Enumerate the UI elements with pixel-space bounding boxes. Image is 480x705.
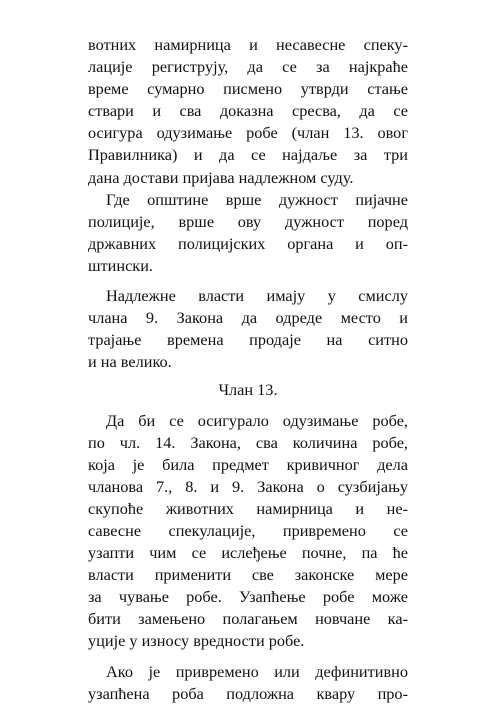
paragraph-gap (88, 653, 408, 661)
paragraph-continuation (88, 34, 408, 189)
text-line: Правилника) и да се најдаље за три (88, 145, 408, 165)
article-heading: Члан 13. (218, 380, 278, 400)
text-line: државних полицијских органа и оп- (88, 233, 408, 253)
text-line: савесне спекулације, привремено се (88, 520, 408, 540)
text-line: ствари и сва доказна сресва, да се (88, 101, 408, 121)
paragraph-authorities (88, 285, 408, 373)
text-line: власти применити све законске мере (88, 565, 408, 585)
text-line: по чл. 14. Закона, сва количина робе, (88, 432, 408, 452)
text-line: чланова 7., 8. и 9. Закона о сузбијању (88, 476, 408, 496)
text-line: Да би се осигурало одузимање робе, (106, 410, 408, 430)
text-line: дана достави пријава надлежном суду. (88, 167, 354, 187)
text-line: Где општине врше дужност пијачне (106, 189, 408, 209)
text-line: Надлежне власти имају у смислу (106, 286, 408, 306)
text-line: вотних намирница и несавесне спеку- (88, 35, 408, 54)
paragraph-market-police (88, 189, 408, 277)
text-line: и на велико. (88, 352, 172, 372)
text-line: која је била предмет кривичног дела (88, 454, 408, 474)
text-line: Ако је привремено или дефинитивно (106, 661, 408, 681)
text-line: бити замењено полагањем новчане ка- (88, 609, 408, 629)
text-line: штински. (88, 255, 153, 275)
text-line: време сумарно писмено утврди стање (88, 79, 408, 99)
text-line: трајање времена продаје на ситно (88, 330, 408, 350)
text-line: узапћена роба подложна квару про- (88, 683, 408, 703)
text-line: скупоће животних намирница и не- (88, 498, 408, 518)
paragraph-article-13 (88, 410, 408, 653)
paragraph-gap (88, 277, 408, 285)
text-line: за чување робе. Узапћење робе може (88, 587, 408, 607)
text-line: узапти чим се ислеђење почне, па ће (88, 543, 408, 563)
text-line: лације региструју, да се за најкраће (88, 57, 408, 77)
text-line: полиције, врше ову дужност поред (88, 211, 408, 231)
paragraph-perishable-goods (88, 661, 408, 705)
text-line: уције у износу вредности робе. (88, 631, 305, 651)
text-line: осигура одузимање робе (члан 13. овог (88, 123, 408, 143)
text-line: члана 9. Закона да одреде место и (88, 308, 408, 328)
document-text-column (88, 34, 408, 705)
